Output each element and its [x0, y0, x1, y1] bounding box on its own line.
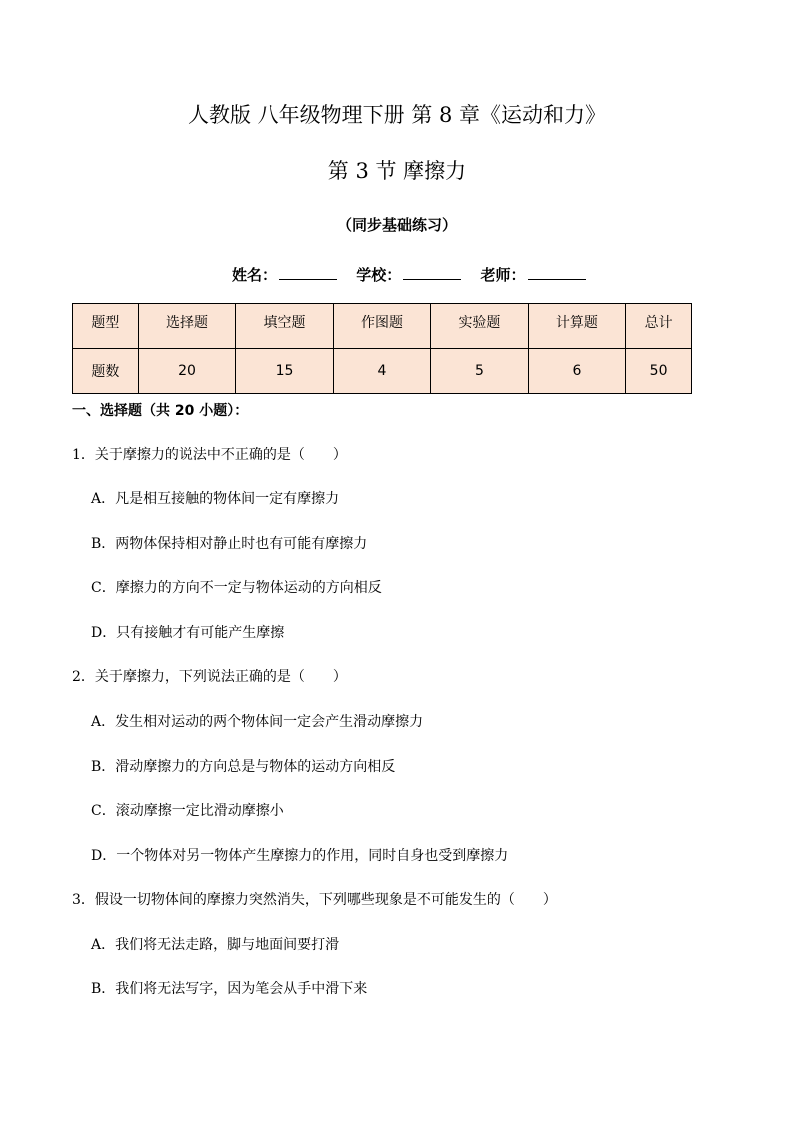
- section-heading: 一、选择题（共 20 小题）：: [72, 403, 249, 419]
- option-a[interactable]: A．发生相对运动的两个物体间一定会产生滑动摩擦力: [91, 714, 424, 730]
- table-cell: 6: [528, 349, 625, 394]
- table-cell: 题数: [73, 349, 139, 394]
- table-cell: 题型: [73, 304, 139, 349]
- teacher-blank[interactable]: [528, 265, 586, 280]
- option-d[interactable]: D．一个物体对另一物体产生摩擦力的作用，同时自身也受到摩擦力: [91, 848, 509, 864]
- table-cell: 总计: [626, 304, 692, 349]
- table-cell: 50: [626, 349, 692, 394]
- school-blank[interactable]: [403, 265, 461, 280]
- option-a[interactable]: A．凡是相互接触的物体间一定有摩擦力: [91, 491, 340, 507]
- option-d[interactable]: D．只有接触才有可能产生摩擦: [91, 625, 285, 641]
- table-row: [73, 349, 692, 394]
- name-label: 姓名：: [232, 266, 278, 284]
- option-b[interactable]: B．我们将无法写字，因为笔会从手中滑下来: [91, 981, 368, 997]
- option-c[interactable]: C．滚动摩擦一定比滑动摩擦小: [91, 803, 284, 819]
- option-c[interactable]: C．摩擦力的方向不一定与物体运动的方向相反: [91, 580, 382, 596]
- table-cell: 4: [333, 349, 430, 394]
- section-subtitle: 第 3 节 摩擦力: [327, 159, 467, 183]
- school-label: 学校：: [356, 266, 402, 284]
- question-stem: 3．假设一切物体间的摩擦力突然消失，下列哪些现象是不可能发生的（ ）: [72, 892, 557, 908]
- question-stem: 1．关于摩擦力的说法中不正确的是（ ）: [72, 447, 347, 463]
- table-cell: 20: [138, 349, 235, 394]
- table-cell: 实验题: [431, 304, 528, 349]
- option-a[interactable]: A．我们将无法走路，脚与地面间要打滑: [91, 937, 340, 953]
- name-blank[interactable]: [279, 265, 337, 280]
- table-cell: 计算题: [528, 304, 625, 349]
- table-cell: 作图题: [333, 304, 430, 349]
- document-title: 人教版 八年级物理下册 第 8 章《运动和力》: [187, 103, 607, 127]
- exercise-tag: （同步基础练习）: [336, 216, 457, 234]
- table-cell: 选择题: [138, 304, 235, 349]
- question-stem: 2．关于摩擦力，下列说法正确的是（ ）: [72, 669, 347, 685]
- option-b[interactable]: B．两物体保持相对静止时也有可能有摩擦力: [91, 536, 368, 552]
- teacher-label: 老师：: [480, 266, 526, 284]
- table-cell: 填空题: [236, 304, 333, 349]
- table-header-row: [73, 304, 692, 349]
- table-cell: 15: [236, 349, 333, 394]
- question-summary-table: [72, 303, 692, 394]
- student-info-line: [232, 264, 600, 286]
- option-b[interactable]: B．滑动摩擦力的方向总是与物体的运动方向相反: [91, 759, 396, 775]
- table-cell: 5: [431, 349, 528, 394]
